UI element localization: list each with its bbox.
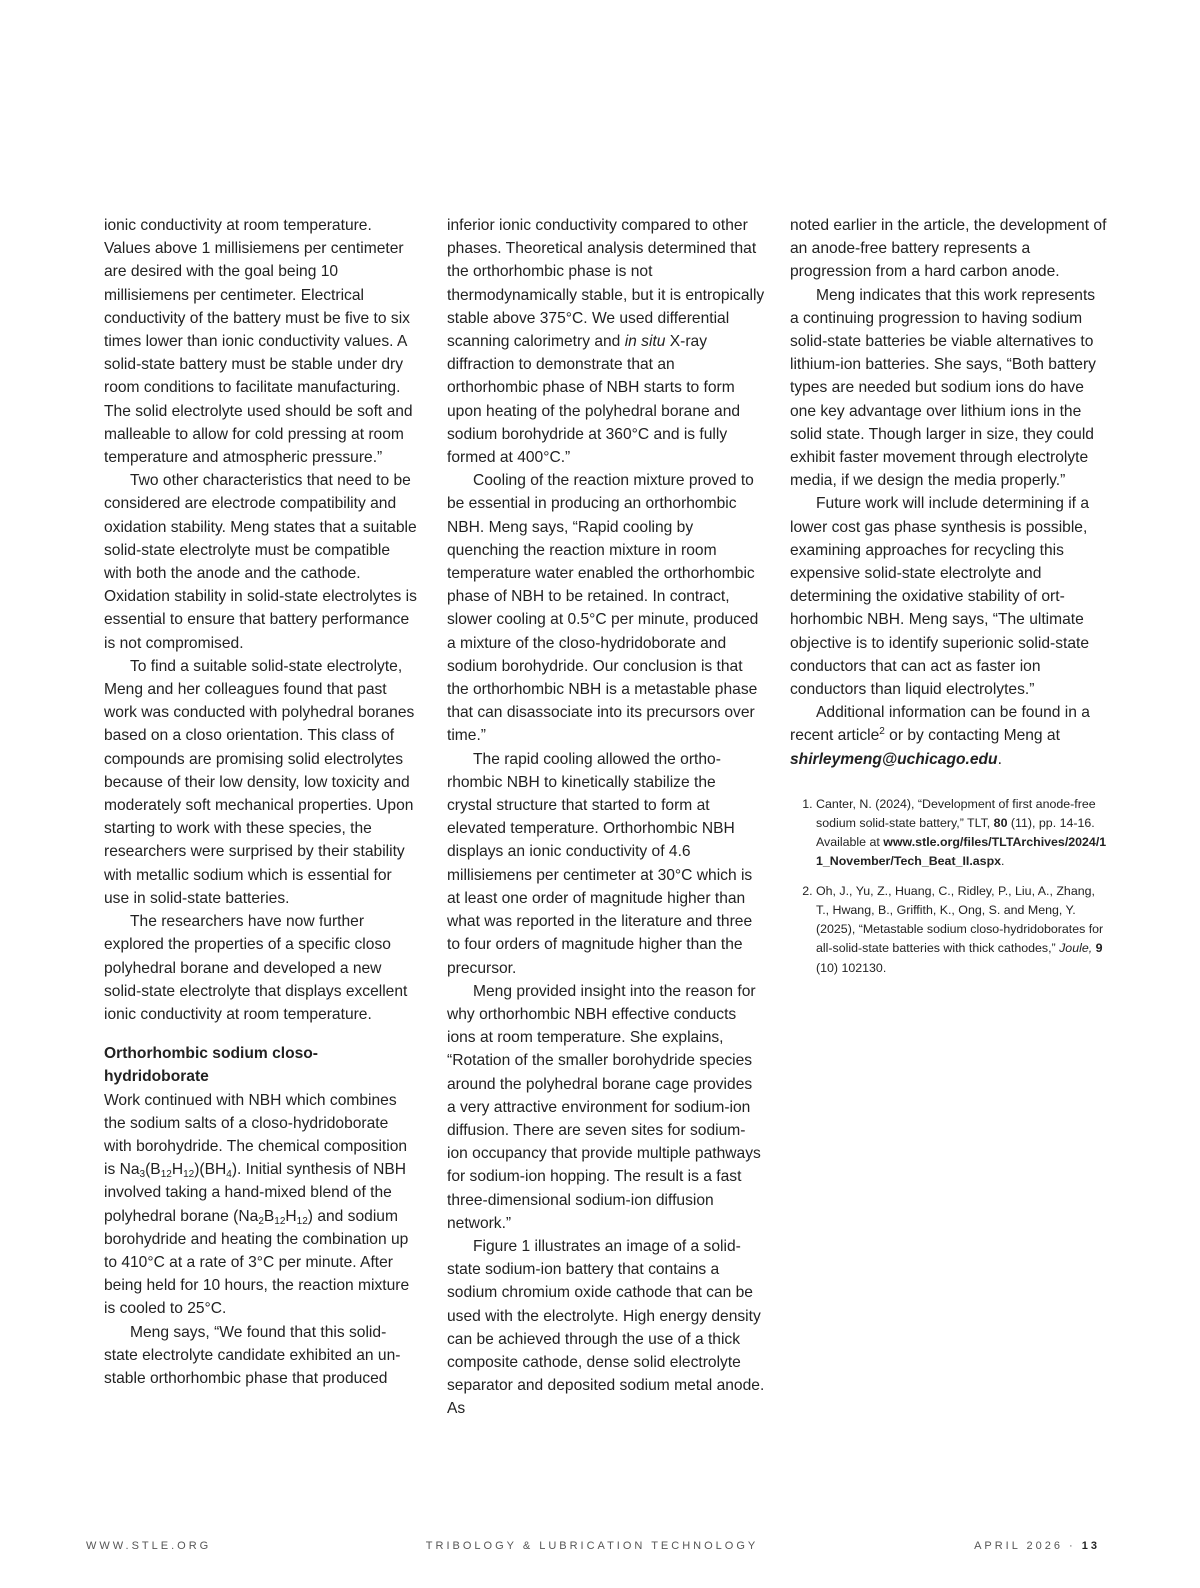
reference-item: 2. Oh, J., Yu, Z., Huang, C., Ridley, P., Liu, A., Zhang, T., Hwang, B., Griffith, K., Ong, S. and Meng, Y. (2025), “Metastable sodium closo-hydridoborates for all-solid-state batteries with thick cathodes,” Joule, 9 (10) 102130. (816, 882, 1108, 978)
column-3 (790, 214, 1108, 988)
footer-date-page (974, 1540, 1100, 1552)
paragraph: The rapid cooling allowed the orthorhombic NBH to kinetically stabilize the crystal structure that started to form at elevated temperature. Orthorhombic NBH displays an ionic conductivity of 4.6 millisiemens per centimeter at 30°C which is at least one order of magnitude higher than what was reported in the literature and three to four orders of magnitude higher than the precursor. (447, 750, 753, 977)
paragraph: noted earlier in the article, the development of an anode-free battery represents a progression from a hard carbon anode. (790, 217, 1107, 281)
paragraph: ionic conductivity at room temperature. Values above 1 millisiemens per centimeter are desired with the goal being 10 millisiemens per centimeter. Electrical conductivity of the battery must be five to six times lower than ionic conductivity values. A solid-state battery must be stable under dry room conditions to facilitate manufacturing. The solid electrolyte used should be soft and malleable to allow for cold pressing at room temperature and atmospheric pressure.” (104, 217, 413, 467)
paragraph: Figure 1 illustrates an image of a solid-state sodium-ion battery that contains a sodium chromium oxide cathode that can be used with the electrolyte. High energy density can be achieved through the use of a thick composite cathode, dense solid electrolyte separator and deposited sodium metal anode. As (447, 1237, 765, 1418)
reference-url-link[interactable]: www.stle.org/files/TLTArchives/2024/11_November/Tech_Beat_II.aspx (816, 835, 1107, 869)
paragraph: Meng indicates that this work represents a continuing progression to having sodium solid-state batteries be viable alternatives to lithium-ion batteries. She says, “Both battery types are needed but sodium ions do have one key advantage over lithium ions in the solid state. Though larger in size, they could exhibit faster movement through electrolyte media, if we design the media properly.” (790, 286, 1096, 490)
email-link[interactable]: shirleymeng@uchicago.edu (790, 750, 998, 768)
paragraph: Cooling of the reaction mixture proved to be essential in producing an orthorhombic NBH. Meng says, “Rapid cooling by quenching the reaction mixture in room temperature water enabled the orthorhombic phase of NBH to be retained. In contract, slower cooling at 0.5°C per minute, produced a mixture of the closo-hydridoborate and sodium borohydride. Our conclusion is that the orthorhombic NBH is a metastable phase that can disassociate into its precursors over time.” (447, 472, 759, 745)
paragraph: Meng provided insight into the reason for why orthorhombic NBH effective conducts ions at room temperature. She explains, “Rotation of the smaller borohydride species around the polyhedral borane cage provides a very attractive environment for sodium-ion diffusion. There are seven sites for sodium-ion occupancy that provide multiple pathways for sodium-ion hopping. The result is a fast three-dimensional sodium-ion diffusion network.” (447, 982, 761, 1232)
paragraph: The researchers have now further explored the properties of a specific closo polyhedral borane and developed a new solid-state electrolyte that displays excellent ionic conductivity at room temperature. (104, 913, 408, 1023)
page-number: 13 (1081, 1540, 1100, 1552)
reference-item: 1. Canter, N. (2024), “Development of first anode-free sodium solid-state battery,” TLT, 80 (11), pp. 14-16. Available at www.stle.org/files/TLTArchives/2024/11_November/Tech_Beat_II.aspx. (816, 795, 1108, 872)
section-heading: Orthorhombic sodium closo-hydridoborate (104, 1045, 318, 1086)
column-1 (104, 214, 419, 1390)
paragraph: Work continued with NBH which combines the sodium salts of a closo-hydridoborate with borohydride. The chemical composition is $Na_3(B_{12}H_{12})(BH_4)$. Initial synthesis of NBH involved taking a hand-mixed blend of the polyhedral borane $(Na_2B_{12}H_{12})$ and sodium borohydride and heating the combination up to 410°C at a rate of 3°C per minute. After being held for 10 hours, the reaction mixture is cooled to 25°C. (104, 1091, 410, 1318)
paragraph: inferior ionic conductivity compared to other phases. Theoretical analysis determined that the orthorhombic phase is not thermodynamically stable, but it is entropically stable above 375°C. We used differential scanning calorimetry and in situ X-ray diffraction to demonstrate that an orthorhombic phase of NBH starts to form upon heating of the polyhedral borane and sodium borohydride at 360°C and is fully formed at 400°C.” (447, 217, 765, 467)
paragraph: To find a suitable solid-state electrolyte, Meng and her colleagues found that past work was conducted with polyhedral boranes based on a closo orientation. This class of compounds are promising solid electrolytes because of their low density, low toxicity and moderately soft mechanical properties. Upon starting to work with these species, the researchers were surprised by their stability with metallic sodium which is essential for use in solid-state batteries. (104, 657, 415, 907)
footer-date: APRIL 2026 · (974, 1540, 1082, 1552)
paragraph: Future work will include determining if a lower cost gas phase synthesis is possible, examining approaches for recycling this expensive solid-state electrolyte and determining the oxidative stability of orthorhombic NBH. Meng says, “The ultimate objective is to identify superionic solid-state conductors that can act as faster ion conductors than liquid electrolytes.” (790, 495, 1090, 699)
references-list (790, 795, 1108, 978)
footer-website: WWW.STLE.ORG (86, 1540, 212, 1552)
paragraph: Meng says, “We found that this solid-state electrolyte candidate exhibited an unstable orthorhombic phase that produced (104, 1323, 401, 1387)
column-2 (447, 214, 765, 1421)
paragraph: Two other characteristics that need to be considered are electrode compatibility and oxidation stability. Meng states that a suitable solid-state electrolyte must be compatible with both the anode and the cathode. Oxidation stability in solid-state electrolytes is essential to ensure that battery performance is not compromised. (104, 472, 417, 652)
footer-publication: TRIBOLOGY & LUBRICATION TECHNOLOGY (425, 1540, 759, 1552)
paragraph: Additional information can be found in a recent article$^2$ or by contacting Meng at shirleymeng@uchicago.edu. (790, 704, 1090, 768)
